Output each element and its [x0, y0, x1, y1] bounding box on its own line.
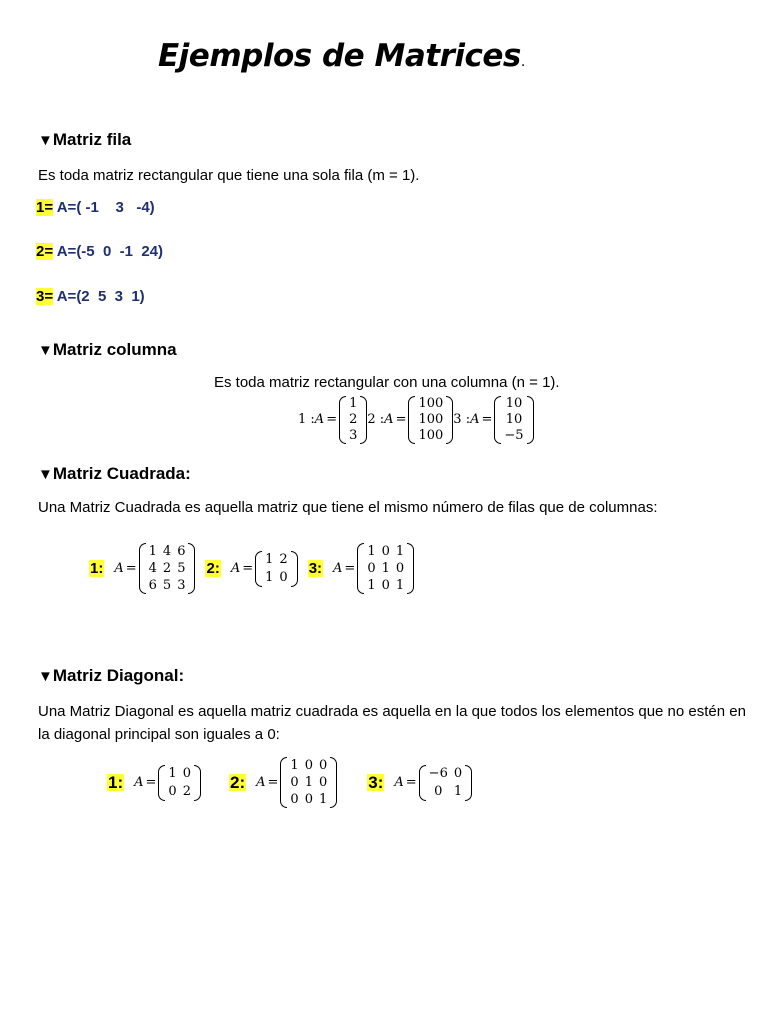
triangle-icon: ▼ [38, 668, 53, 685]
fila-example-3: 3= A=(2 5 3 1) [36, 288, 145, 305]
desc-matriz-columna: Es toda matriz rectangular con una columna (n = 1). [214, 374, 560, 391]
square-matrix-2: 1 2 1 0 [255, 551, 298, 587]
cuadrada-examples: 1: A = 1 4 6 4 2 5 6 5 3 2: A = 1 2 1 0 3: A = 1 0 1 0 1 0 1 0 1 [89, 543, 414, 594]
heading-matriz-columna: ▼Matriz columna [38, 340, 177, 359]
heading-matriz-fila: ▼Matriz fila [38, 130, 132, 149]
fila-example-2: 2= A=(-5 0 -1 24) [36, 243, 164, 260]
desc-matriz-cuadrada: Una Matriz Cuadrada es aquella matriz que tiene el mismo número de filas que de columnas: [38, 499, 658, 516]
diagonal-matrix-2: 1 0 0 0 1 0 0 0 1 [280, 757, 337, 808]
title-dot: . [520, 54, 525, 70]
heading-matriz-diagonal: ▼Matriz Diagonal: [38, 666, 185, 685]
column-matrix-1: 1 2 3 [339, 396, 367, 444]
fila-example-1: 1= A=( -1 3 -4) [36, 199, 155, 216]
column-matrix-3: 10 10 −5 [494, 396, 533, 444]
columna-examples: 1 : A = 1 2 3 2 : A = 100 100 100 3 : A = 10 10 −5 [298, 396, 534, 444]
diagonal-examples: 1: A = 1 0 0 2 2: A = 1 0 0 0 1 0 0 0 1 3: A = −6 0 0 1 [107, 757, 472, 808]
desc-matriz-fila: Es toda matriz rectangular que tiene una sola fila (m = 1). [38, 167, 420, 184]
diagonal-matrix-3: −6 0 0 1 [419, 765, 472, 801]
heading-matriz-cuadrada: ▼Matriz Cuadrada: [38, 464, 191, 483]
page-title [158, 38, 525, 74]
column-matrix-2: 100 100 100 [408, 396, 453, 444]
diagonal-matrix-1: 1 0 0 2 [158, 765, 201, 801]
triangle-icon: ▼ [38, 466, 53, 483]
triangle-icon: ▼ [38, 342, 53, 359]
triangle-icon: ▼ [38, 132, 53, 149]
square-matrix-1: 1 4 6 4 2 5 6 5 3 [139, 543, 196, 594]
square-matrix-3: 1 0 1 0 1 0 1 0 1 [357, 543, 414, 594]
desc-matriz-diagonal: Una Matriz Diagonal es aquella matriz cuadrada es aquella en la que todos los elementos que no estén en la diagonal principal son iguales a 0: [38, 703, 746, 743]
title-text: Ejemplos de Matrices [158, 38, 521, 74]
